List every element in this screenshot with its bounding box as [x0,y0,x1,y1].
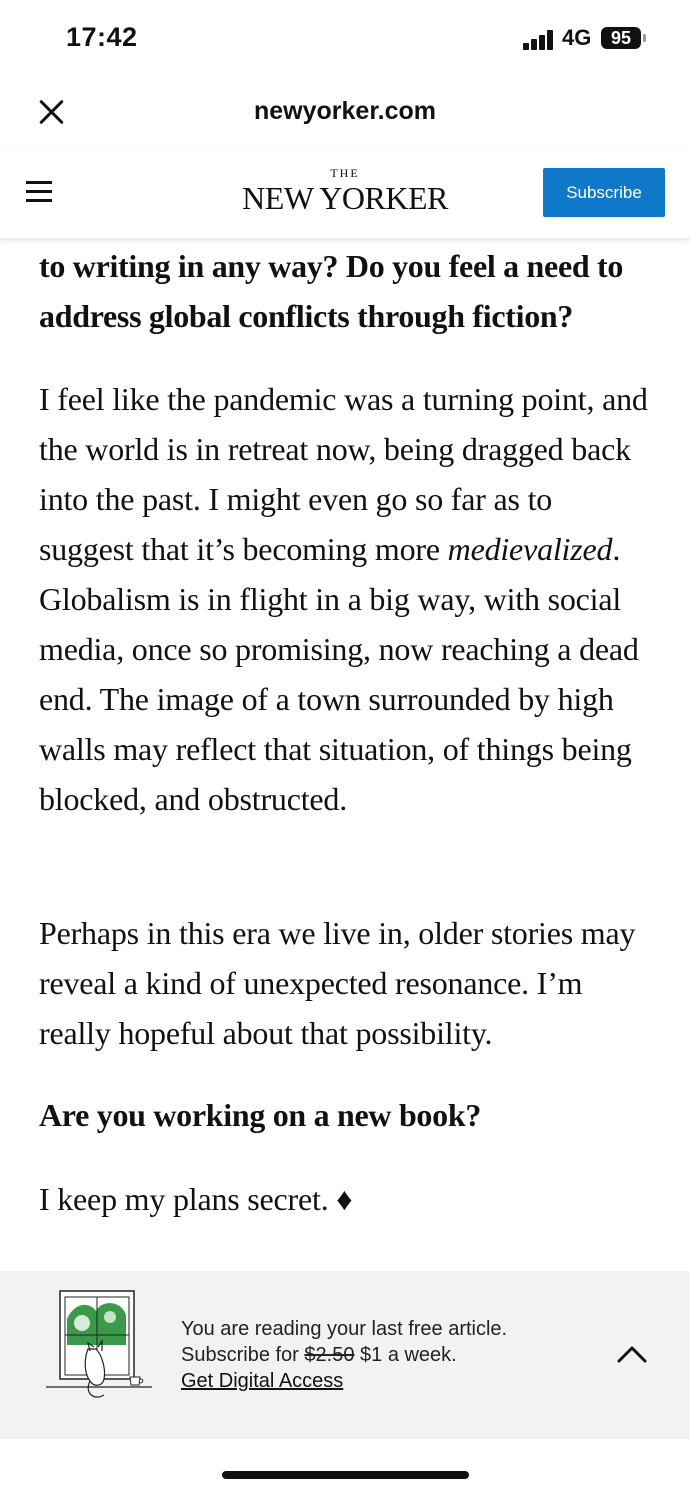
paywall-line-1: You are reading your last free article. [181,1318,508,1340]
interview-question-2: Are you working on a new book? [39,1097,482,1133]
battery-tip [643,34,646,42]
para1-text-a: I feel like the pandemic was a turning point, and the world is in retreat now, being dragged back into the past. I might even go so far as to suggest that it’s becoming more [39,381,648,567]
site-header [0,150,690,238]
answer-paragraph-3: I keep my plans secret. ♦ [39,1181,353,1217]
para1-italic: medievalized [447,531,613,567]
logo-the: THE [330,166,360,180]
subscribe-button[interactable]: Subscribe [543,168,665,217]
paywall-message [181,1316,507,1394]
cat-window-illustration [44,1289,154,1407]
new-price: $1 a week. [354,1344,457,1366]
logo-main: NEW YORKER [242,180,448,216]
status-time: 17:42 [66,22,138,52]
hamburger-icon[interactable] [26,181,52,203]
get-digital-access-link[interactable]: Get Digital Access [181,1370,344,1392]
paywall-prefix: Subscribe for [181,1344,305,1366]
chevron-up-icon[interactable] [615,1341,649,1365]
page-domain: newyorker.com [253,97,437,125]
interview-question: to writing in any way? Do you feel a need to address global conflicts through fiction? [39,248,624,334]
new-yorker-logo[interactable] [230,166,460,216]
status-bar [0,0,690,80]
old-price: $2.50 [304,1344,355,1366]
para1-text-b: . Globalism is in flight in a big way, with social media, once so promising, now reaching a dead end. The image of a town surrounded by high walls may reflect that situation, of things being blocked, and obstructed. [39,531,639,817]
paywall-banner [0,1271,690,1439]
battery-icon: 95 [601,27,641,49]
paywall-line-2 [181,1342,507,1368]
home-indicator[interactable] [222,1471,469,1479]
close-icon[interactable] [34,94,70,130]
answer-paragraph-1 [39,374,649,824]
browser-bar [0,80,690,150]
signal-icon [523,30,555,50]
network-type: 4G [562,25,592,50]
answer-paragraph-2: Perhaps in this era we live in, older stories may reveal a kind of unexpected resonance. I’m really hopeful about that possibility. [39,915,636,1051]
